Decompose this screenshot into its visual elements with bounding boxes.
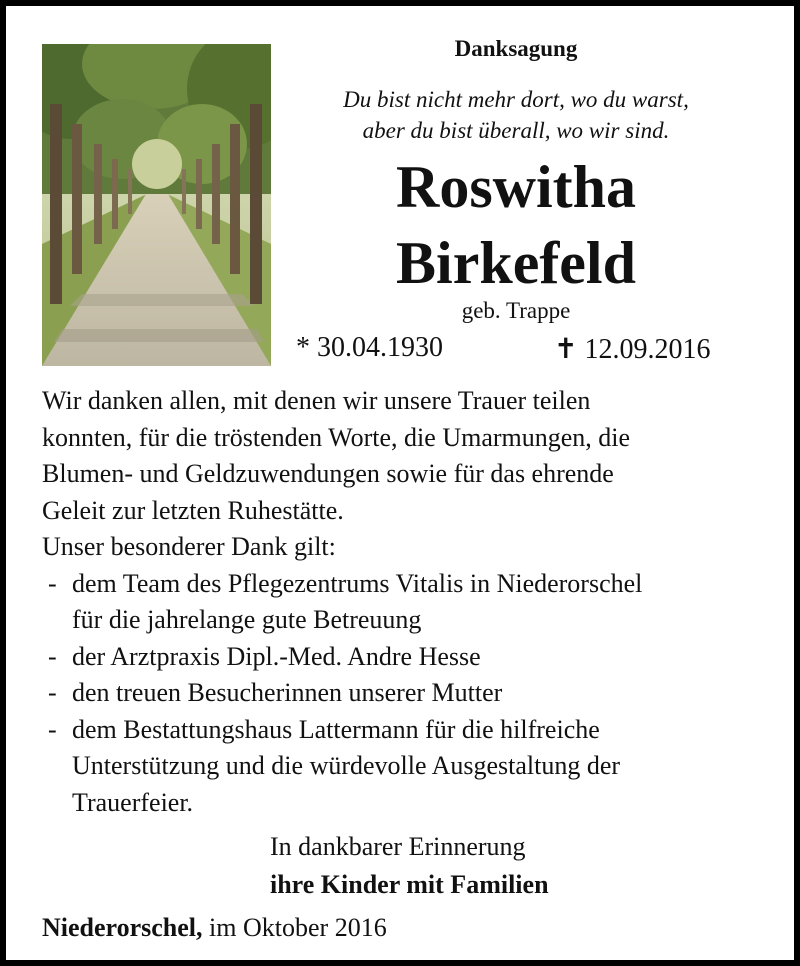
list-item-line: Unterstützung und die würdevolle Ausgestaltung der bbox=[72, 751, 621, 780]
intro-line: Geleit zur letzten Ruhestätte. bbox=[42, 495, 344, 525]
dash-bullet: - bbox=[48, 641, 57, 671]
list-item-line: Trauerfeier. bbox=[72, 787, 194, 817]
tree-avenue-illustration bbox=[42, 44, 271, 366]
date: im Oktober 2016 bbox=[209, 913, 387, 942]
list-item bbox=[42, 566, 782, 639]
list-item-line: der Arztpraxis Dipl.-Med. Andre Hesse bbox=[72, 641, 481, 671]
signers: ihre Kinder mit Familien bbox=[270, 870, 549, 899]
motto bbox=[296, 84, 736, 146]
thanks-list bbox=[42, 566, 782, 822]
list-item-line: dem Team des Pflegezentrums Vitalis in Niederorschel bbox=[72, 568, 643, 598]
list-item bbox=[42, 639, 782, 676]
intro-line: Blumen- und Geldzuwendungen sowie für das ehrende bbox=[42, 459, 614, 488]
list-item-line: dem Bestattungshaus Lattermann für die hilfreiche bbox=[72, 714, 600, 744]
deceased-last-name: Birkefeld bbox=[396, 230, 636, 296]
motto-line: Du bist nicht mehr dort, wo du warst, bbox=[343, 87, 689, 112]
list-item-line: für die jahrelange gute Betreuung bbox=[72, 605, 422, 634]
list-item bbox=[42, 675, 782, 712]
death-date bbox=[554, 332, 710, 366]
cross-icon: ✝ bbox=[554, 334, 578, 365]
closing-line: In dankbarer Erinnerung bbox=[270, 832, 526, 861]
maiden-name: geb. Trappe bbox=[461, 298, 571, 323]
dash-bullet: - bbox=[48, 568, 57, 598]
place: Niederorschel, bbox=[42, 913, 203, 942]
thanks-text bbox=[42, 383, 782, 821]
list-item bbox=[42, 712, 782, 822]
special-thanks-label: Unser besonderer Dank gilt: bbox=[42, 532, 336, 561]
dash-bullet: - bbox=[48, 678, 57, 707]
dash-bullet: - bbox=[48, 714, 57, 744]
death-date-value: 12.09.2016 bbox=[584, 334, 711, 365]
birth-symbol: * bbox=[296, 332, 310, 363]
birth-date-value: 30.04.1930 bbox=[317, 332, 443, 363]
birth-date bbox=[296, 332, 443, 364]
intro-line: Wir danken allen, mit denen wir unsere Trauer teilen bbox=[42, 386, 591, 415]
list-item-line: den treuen Besucherinnen unserer Mutter bbox=[72, 678, 503, 707]
tree-avenue-photo bbox=[42, 44, 271, 366]
notice-heading: Danksagung bbox=[454, 36, 578, 61]
intro-line: konnten, für die tröstenden Worte, die Umarmungen, die bbox=[42, 422, 631, 452]
closing bbox=[270, 828, 549, 904]
place-date-line bbox=[42, 913, 387, 943]
deceased-first-name: Roswitha bbox=[395, 154, 637, 220]
motto-line: aber du bist überall, wo wir sind. bbox=[362, 118, 670, 143]
